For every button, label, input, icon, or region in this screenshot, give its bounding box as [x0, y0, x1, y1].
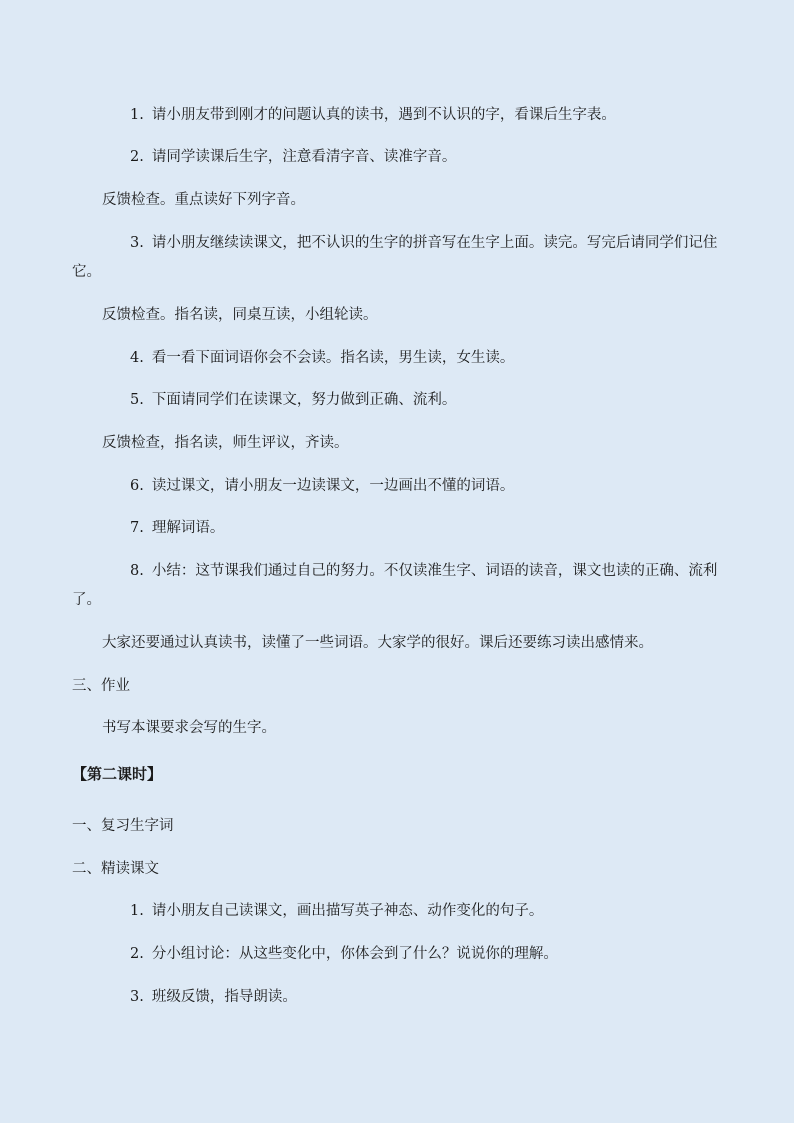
paragraph: 反馈检查。重点读好下列字音。 — [102, 192, 305, 208]
section-heading: 二、精读课文 — [72, 861, 159, 877]
list-item: 7. 理解词语。 — [130, 520, 225, 536]
list-item: 1. 请小朋友自己读课文，画出描写英子神态、动作变化的句子。 — [130, 903, 544, 919]
list-item: 6. 读过课文，请小朋友一边读课文，一边画出不懂的词语。 — [130, 478, 515, 494]
list-item: 5. 下面请同学们在读课文，努力做到正确、流利。 — [130, 392, 457, 408]
section-heading: 三、作业 — [72, 678, 130, 694]
list-item: 3. 请小朋友继续读课文，把不认识的生字的拼音写在生字上面。读完。写完后请同学们记住它。 — [72, 235, 718, 280]
list-item: 8. 小结：这节课我们通过自己的努力。不仅读准生字、词语的读音，课文也读的正确、流利了。 — [72, 563, 718, 608]
list-item: 1. 请小朋友带到刚才的问题认真的读书，遇到不认识的字，看课后生字表。 — [130, 107, 616, 123]
paragraph: 大家还要通过认真读书，读懂了一些词语。大家学的很好。课后还要练习读出感情来。 — [102, 635, 653, 651]
list-item: 2. 分小组讨论：从这些变化中，你体会到了什么？说说你的理解。 — [130, 946, 558, 962]
paragraph: 书写本课要求会写的生字。 — [102, 720, 276, 736]
list-item: 2. 请同学读课后生字，注意看清字音、读准字音。 — [130, 149, 457, 165]
lesson-heading: 【第二课时】 — [72, 765, 163, 783]
list-item: 4. 看一看下面词语你会不会读。指名读，男生读，女生读。 — [130, 350, 515, 366]
paragraph: 反馈检查，指名读，师生评议，齐读。 — [102, 435, 349, 451]
list-item: 3. 班级反馈，指导朗读。 — [130, 989, 297, 1005]
section-heading: 一、复习生字词 — [72, 818, 174, 834]
paragraph: 反馈检查。指名读，同桌互读，小组轮读。 — [102, 307, 378, 323]
